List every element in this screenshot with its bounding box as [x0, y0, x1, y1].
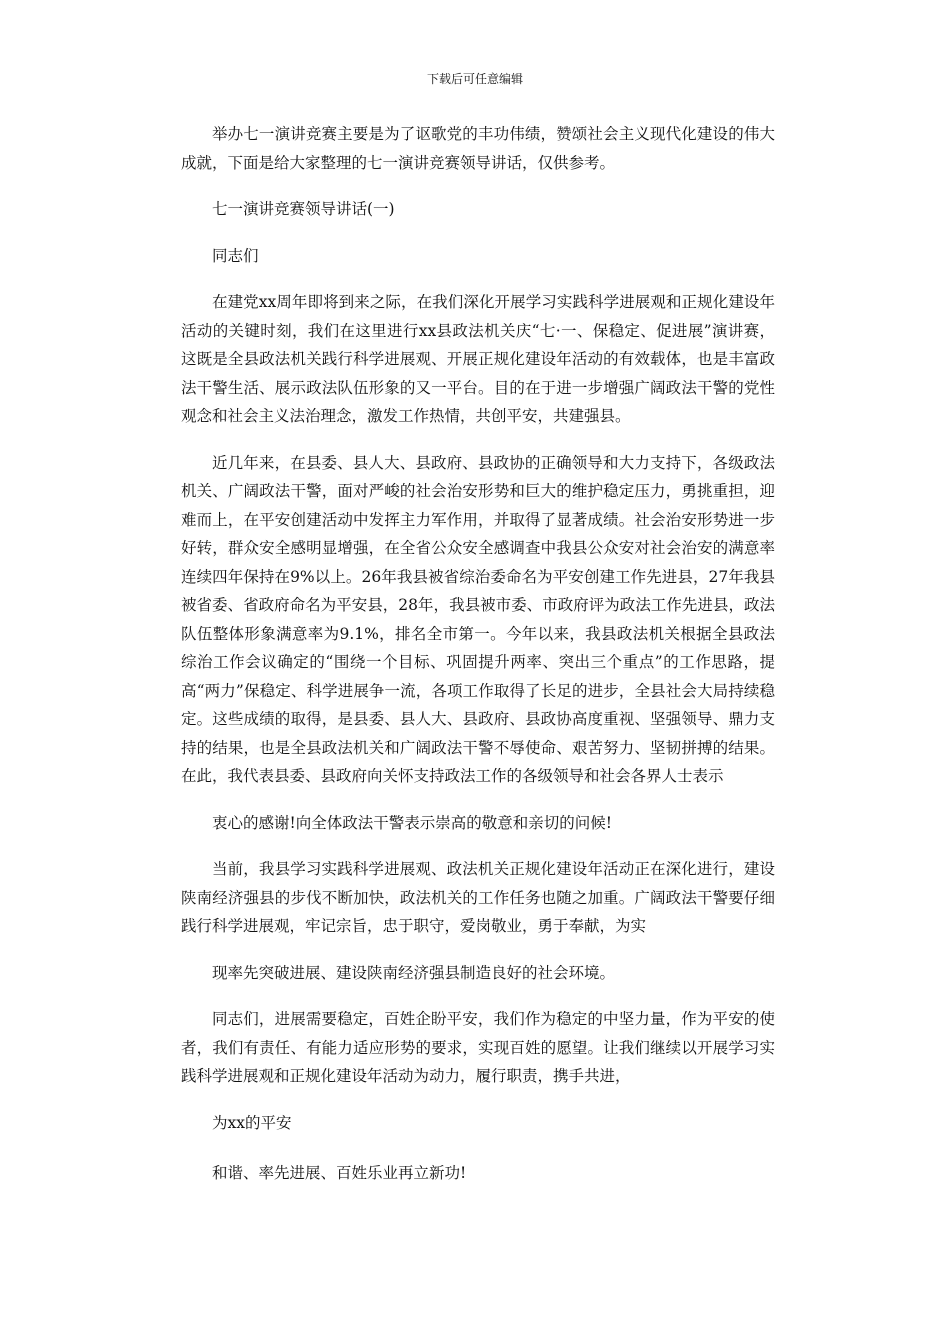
- salutation: 同志们: [212, 246, 259, 265]
- section-heading: 七一演讲竞赛领导讲话(一): [212, 200, 395, 218]
- body-paragraph: 现率先突破进展、建设陕南经济强县制造良好的社会环境。: [212, 963, 616, 982]
- intro-paragraph: 举办七一演讲竞赛主要是为了讴歌党的丰功伟绩，赞颂社会主义现代化建设的伟大成就，下面是给大家整理的七一演讲竞赛领导讲话，仅供参考。: [181, 125, 775, 172]
- body-paragraph: 为xx的平安: [212, 1113, 292, 1132]
- body-paragraph: 在建党xx周年即将到来之际，在我们深化开展学习实践科学进展观和正规化建设年活动的关键时刻，我们在这里进行xx县政法机关庆“七·一、保稳定、促进展”演讲赛，这既是全县政法机关践行科学进展观、开展正规化建设年活动的有效载体，也是丰富政法干警生活、展示政法队伍形象的又一平台。目的在于进一步增强广阔政法干警的党性观念和社会主义法治理念，激发工作热情，共创平安，共建强县。: [181, 293, 775, 425]
- page-header: 下载后可任意编辑: [426, 72, 523, 86]
- document-body: [181, 120, 775, 1206]
- closing-paragraph: 和谐、率先进展、百姓乐业再立新功!: [212, 1164, 467, 1182]
- body-paragraph: 近几年来，在县委、县人大、县政府、县政协的正确领导和大力支持下，各级政法机关、广阔政法干警，面对严峻的社会治安形势和巨大的维护稳定压力，勇挑重担，迎难而上，在平安创建活动中发挥主力军作用，并取得了显著成绩。社会治安形势进一步好转，群众安全感明显增强，在全省公众安全感调查中我县公众安对社会治安的满意率连续四年保持在9%以上。26年我县被省综治委命名为平安创建工作先进县，27年我县被省委、省政府命名为平安县，28年，我县被市委、市政府评为政法工作先进县，政法队伍整体形象满意率为9.1%，排名全市第一。今年以来，我县政法机关根据全县政法综治工作会议确定的“围绕一个目标、巩固提升两率、突出三个重点”的工作思路，提高“两力”保稳定、科学进展争一流，各项工作取得了长足的进步，全县社会大局持续稳定。这些成绩的取得，是县委、县人大、县政府、县政协高度重视、坚强领导、鼎力支持的结果，也是全县政法机关和广阔政法干警不辱使命、艰苦努力、坚韧拼搏的结果。在此，我代表县委、县政府向关怀支持政法工作的各级领导和社会各界人士表示: [181, 453, 775, 785]
- body-paragraph: 同志们，进展需要稳定，百姓企盼平安，我们作为稳定的中坚力量，作为平安的使者，我们有责任、有能力适应形势的要求，实现百姓的愿望。让我们继续以开展学习实践科学进展观和正规化建设年活动为动力，履行职责，携手共进，: [181, 1010, 775, 1085]
- body-paragraph: 衷心的感谢!向全体政法干警表示崇高的敬意和亲切的问候!: [212, 813, 612, 832]
- body-paragraph: 当前，我县学习实践科学进展观、政法机关正规化建设年活动正在深化进行，建设陕南经济强县的步伐不断加快，政法机关的工作任务也随之加重。广阔政法干警要仔细践行科学进展观，牢记宗旨，忠于职守，爱岗敬业，勇于奉献，为实: [181, 860, 775, 935]
